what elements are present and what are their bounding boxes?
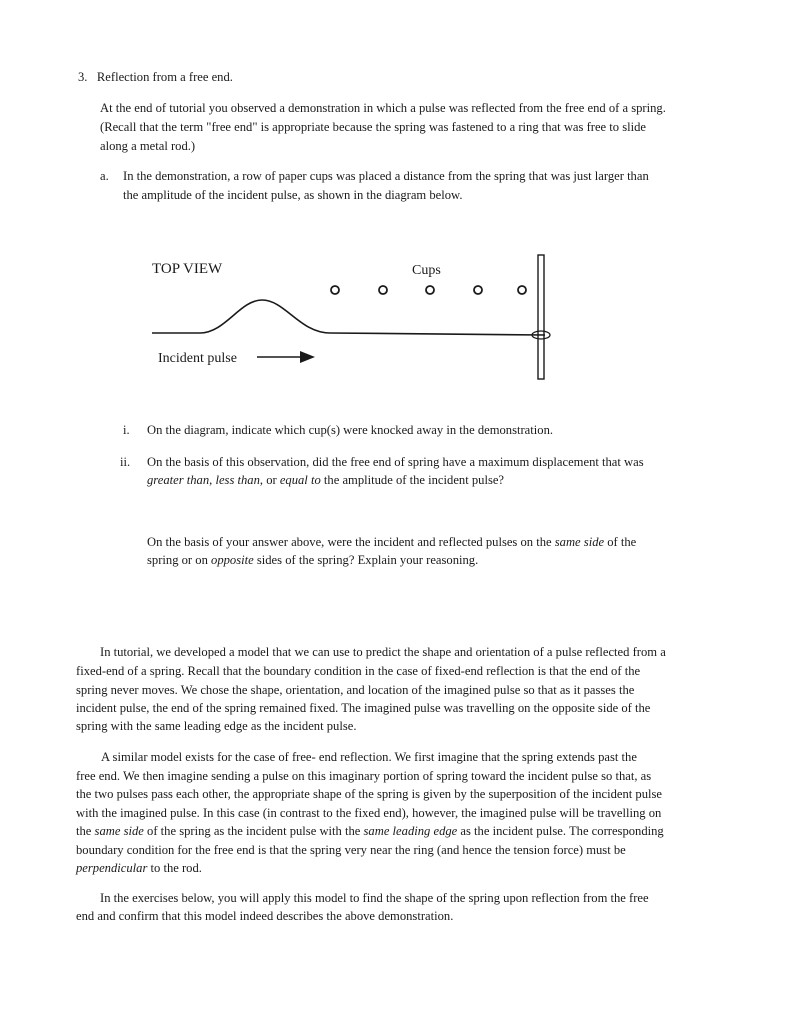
paragraph1-line: spring with the same leading edge as the incident pulse.: [76, 719, 357, 733]
part-a-line: the amplitude of the incident pulse, as shown in the diagram below.: [123, 188, 463, 202]
paragraph2-line: the two pulses pass each other, the appropriate shape of the spring is given by the superposition of the incident pulse: [76, 787, 663, 801]
paragraph1-line: In tutorial, we developed a model that we can use to predict the shape and orientation of a pulse reflected from a: [100, 645, 666, 659]
emph: perpendicular: [76, 861, 148, 875]
incident-pulse-label: Incident pulse: [158, 351, 237, 366]
txt: of the spring as the incident pulse with the: [143, 824, 364, 838]
question-i-label: i.: [123, 423, 130, 437]
txt: sides of the spring? Explain your reasoning.: [253, 553, 479, 567]
txt: , or: [259, 473, 280, 487]
txt: to the rod.: [147, 861, 202, 875]
txt: ,: [209, 473, 216, 487]
paragraph2-line: boundary condition for the free end is that the spring very near the ring (and hence the tension force) must be: [76, 843, 626, 857]
emph: greater than: [147, 473, 210, 487]
txt: the: [76, 824, 95, 838]
paragraph2-line: [76, 823, 664, 839]
cup-icon[interactable]: [379, 286, 387, 294]
txt: spring or on: [147, 553, 212, 567]
emph: same side: [94, 824, 144, 838]
paragraph3-line: end and confirm that this model indeed describes the above demonstration.: [76, 909, 454, 923]
paragraph1-line: incident pulse, the end of the spring remained fixed. The imagined pulse was travelling on the opposite side of the: [76, 701, 651, 715]
txt: as the incident pulse. The corresponding: [457, 824, 664, 838]
cup-icon[interactable]: [518, 286, 526, 294]
section-heading: [78, 69, 233, 85]
question-ii-label: ii.: [120, 455, 131, 469]
emph: equal to: [279, 473, 321, 487]
paragraph2-line: [76, 860, 202, 876]
emph: less than: [215, 473, 260, 487]
followup-line1: [147, 534, 636, 550]
top-view-label: TOP VIEW: [152, 261, 223, 277]
paragraph2-line: free end. We then imagine sending a pulse on this imaginary portion of spring toward the incident pulse so that, as: [76, 769, 652, 783]
cup-icon[interactable]: [426, 286, 434, 294]
emph: same leading edge: [363, 824, 458, 838]
question-ii-line1: On the basis of this observation, did the free end of spring have a maximum displacement that was: [147, 455, 644, 469]
part-a-label: a.: [100, 169, 109, 183]
intro-line: along a metal rod.): [100, 139, 196, 153]
section-number: 3.: [78, 70, 88, 84]
section-title: Reflection from a free end.: [96, 70, 233, 84]
rod: [538, 255, 544, 379]
paragraph1-line: spring never moves. We chose the shape, orientation, and location of the imagined pulse so that as it passes the: [76, 683, 635, 697]
paragraph2-line: with the imagined pulse. In this case (in contrast to the fixed end), however, the imagined pulse will be travelling on: [76, 806, 662, 820]
question-ii-line2: [147, 472, 504, 488]
txt: the amplitude of the incident pulse?: [320, 473, 505, 487]
cup-icon[interactable]: [474, 286, 482, 294]
followup-line2: [147, 552, 478, 568]
cup-icon[interactable]: [331, 286, 339, 294]
spring-line: [152, 300, 545, 335]
paragraph3-line: In the exercises below, you will apply this model to find the shape of the spring upon reflection from the free: [100, 891, 649, 905]
txt: of the: [604, 535, 637, 549]
emph: opposite: [211, 553, 254, 567]
pulse-diagram: [140, 240, 580, 390]
cups-label: Cups: [412, 263, 441, 278]
paragraph1-line: fixed-end of a spring. Recall that the boundary condition in the case of fixed-end reflection is that the end of the: [76, 664, 641, 678]
part-a-line: In the demonstration, a row of paper cups was placed a distance from the spring that was just larger than: [123, 169, 649, 183]
paragraph2-line: A similar model exists for the case of free- end reflection. We first imagine that the spring extends past the: [101, 750, 637, 764]
emph: same side: [554, 535, 605, 549]
txt: On the basis of your answer above, were the incident and reflected pulses on the: [147, 535, 555, 549]
question-i-text: On the diagram, indicate which cup(s) were knocked away in the demonstration.: [147, 423, 554, 437]
arrow-right-icon: [300, 351, 315, 363]
intro-line: At the end of tutorial you observed a demonstration in which a pulse was reflected from the free end of a spring.: [100, 101, 666, 115]
intro-line: (Recall that the term "free end" is appropriate because the spring was fastened to a ring that was free to slide: [100, 120, 647, 134]
